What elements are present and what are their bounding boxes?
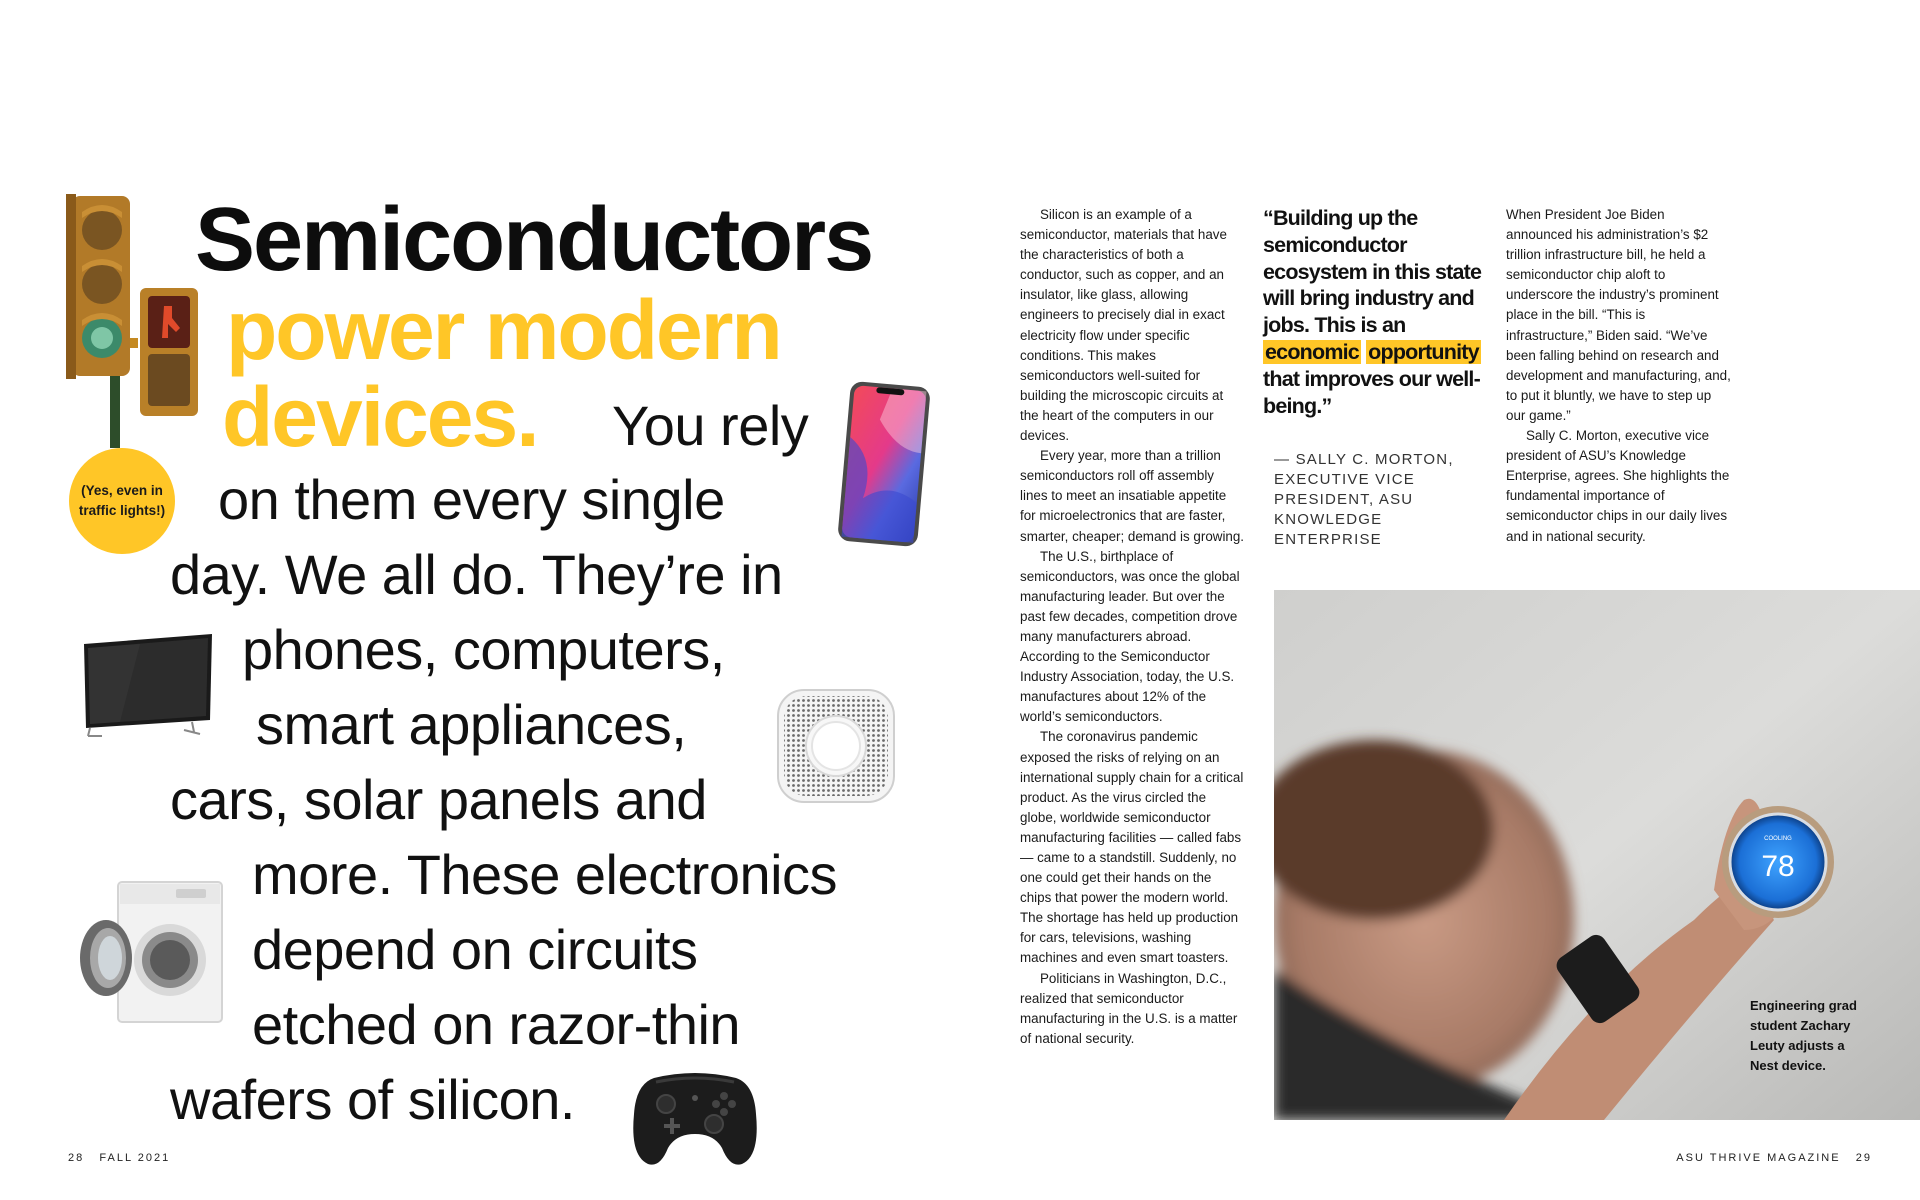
traffic-light-icon: [60, 188, 210, 448]
paragraph: Silicon is an example of a semiconductor, materials that have the characteristics of both a conductor, such as copper, and an insulator, like glass, allowing engineers to precisely dial in exact electricity flow under specific conditions. This makes semiconductors well-suited for building the microscopic circuits at the heart of the computers in our devices.: [1020, 207, 1227, 444]
body-line-8: depend on circuits: [252, 918, 698, 981]
article-column-1: [1020, 205, 1245, 1049]
game-controller-icon: [630, 1064, 760, 1175]
headline-line-3: devices.: [222, 370, 538, 464]
television-icon: [80, 632, 216, 749]
headline-line-1: Semiconductors: [195, 190, 873, 290]
body-line-10: wafers of silicon.: [170, 1068, 575, 1131]
headline-line-2: power modern: [226, 283, 781, 377]
thermostat-mode: COOLING: [1764, 836, 1792, 842]
body-line-2: on them every single: [218, 468, 725, 531]
body-line-6: cars, solar panels and: [170, 768, 707, 831]
pull-quote-attribution: — SALLY C. MORTON, EXECUTIVE VICE PRESIDENT, ASU KNOWLEDGE ENTERPRISE: [1274, 451, 1454, 548]
body-line-9: etched on razor-thin: [252, 993, 741, 1056]
paragraph: The coronavirus pandemic exposed the risks of relying on an international supply chain for a critical product. As the virus circled the globe, worldwide semiconductor manufacturing facilities — called fabs — came to a standstill. Suddenly, no one could get their hands on the chips that power the modern world. The shortage has held up production for cars, televisions, washing machines and even smart toasters.: [1020, 729, 1244, 966]
pull-quote-highlight: economic: [1265, 339, 1359, 364]
photo-caption: Engineering grad student Zachary Leuty adjusts a Nest device.: [1750, 998, 1857, 1073]
folio-right: ASU THRIVE MAGAZINE 29: [1676, 1152, 1872, 1164]
traffic-light-badge: (Yes, even in traffic lights!): [69, 448, 175, 554]
body-line-3: day. We all do. They’re in: [170, 543, 783, 606]
pull-quote-highlight: opportunity: [1368, 339, 1479, 364]
body-line-5: smart appliances,: [256, 693, 687, 756]
paragraph: Sally C. Morton, executive vice president of ASU’s Knowledge Enterprise, agrees. She highlights the fundamental importance of semiconductor chips in our daily lives and in national security.: [1506, 428, 1730, 544]
paragraph: The U.S., birthplace of semiconductors, was once the global manufacturing leader. But over the past few decades, competition drove many manufacturers abroad. According to the Semiconductor Industry Association, today, the U.S. manufactures about 12% of the world’s semiconductors.: [1020, 548, 1240, 725]
article-column-3: [1506, 205, 1734, 547]
pull-quote: [1263, 205, 1493, 419]
paragraph: When President Joe Biden announced his administration’s $2 trillion infrastructure bill, he held a semiconductor chip aloft to underscore the industry’s prominent place in the bill. “This is infrastructure,” Biden said. “We’ve been falling behind on research and development and manufacturing, and, to put it bluntly, we have to step up our game.”: [1506, 207, 1731, 423]
body-line-7: more. These electronics: [252, 843, 838, 906]
thermostat-temperature: 78: [1761, 850, 1795, 883]
folio-left: 28 FALL 2021: [68, 1152, 171, 1164]
washing-machine-icon: [76, 876, 228, 1033]
body-line-4: phones, computers,: [242, 618, 725, 681]
smartphone-icon: [836, 380, 932, 553]
pull-quote-text: that improves our well-being.”: [1263, 366, 1480, 418]
smoke-detector-icon: [776, 688, 896, 809]
paragraph: Every year, more than a trillion semiconductors roll off assembly lines to meet an insatiable appetite for microelectronics that are faster, smarter, cheaper; demand is growing.: [1020, 448, 1245, 544]
body-line-1: You rely: [612, 394, 809, 457]
pull-quote-text: “Building up the semiconductor ecosystem in this state will bring industry and jobs. This is an: [1263, 206, 1482, 338]
paragraph: Politicians in Washington, D.C., realized that semiconductor manufacturing in the U.S. is a matter of national security.: [1020, 970, 1238, 1046]
